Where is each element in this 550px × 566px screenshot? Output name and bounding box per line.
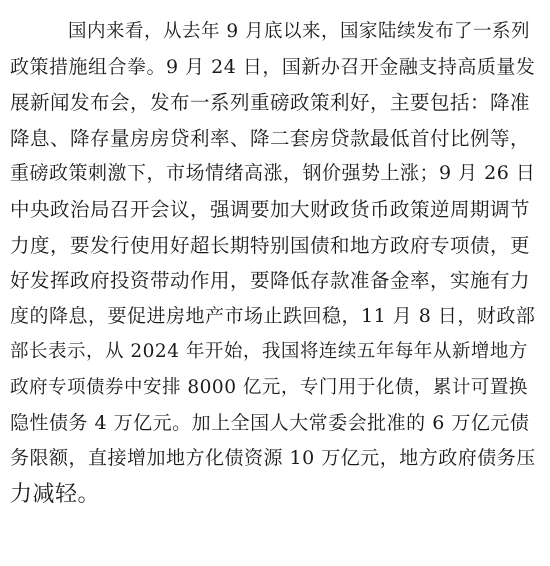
paragraph-line: 国内来看，从去年 9 月底以来，国家陆续发布了一系列 (68, 21, 531, 42)
paragraph-line: 部长表示，从 2024 年开始，我国将连续五年每年从新增地方 (10, 341, 528, 363)
paragraph-line: 政策措施组合拳。9 月 24 日，国新办召开金融支持高质量发 (10, 55, 536, 78)
document-body (10, 14, 540, 512)
paragraph-line: 务限额，直接增加地方化债资源 10 万亿元，地方政府债务压 (10, 447, 536, 470)
paragraph-line: 好发挥政府投资带动作用，要降低存款准备金率，实施有力 (10, 269, 531, 293)
paragraph-line: 力减轻。 (10, 481, 101, 507)
paragraph-line: 降息、降存量房房贷利率、降二套房贷款最低首付比例等， (10, 126, 531, 150)
paragraph-line: 政府专项债券中安排 8000 亿元，专门用于化债，累计可置换 (10, 376, 528, 398)
paragraph-line: 隐性债务 4 万亿元。加上全国人大常委会批准的 6 万亿元债 (10, 411, 530, 434)
paragraph-line: 重磅政策刺激下，市场情绪高涨，钢价强势上涨；9 月 26 日 (10, 162, 536, 185)
paragraph-line: 力度，要发行使用好超长期特别国债和地方政府专项债，更 (10, 233, 531, 257)
paragraph-line: 度的降息，要促进房地产市场止跌回稳，11 月 8 日，财政部 (10, 304, 536, 327)
paragraph-line: 中央政治局召开会议，强调要加大财政货币政策逆周期调节 (10, 197, 531, 221)
paragraph-line: 展新闻发布会，发布一系列重磅政策利好，主要包括：降准 (10, 91, 531, 115)
